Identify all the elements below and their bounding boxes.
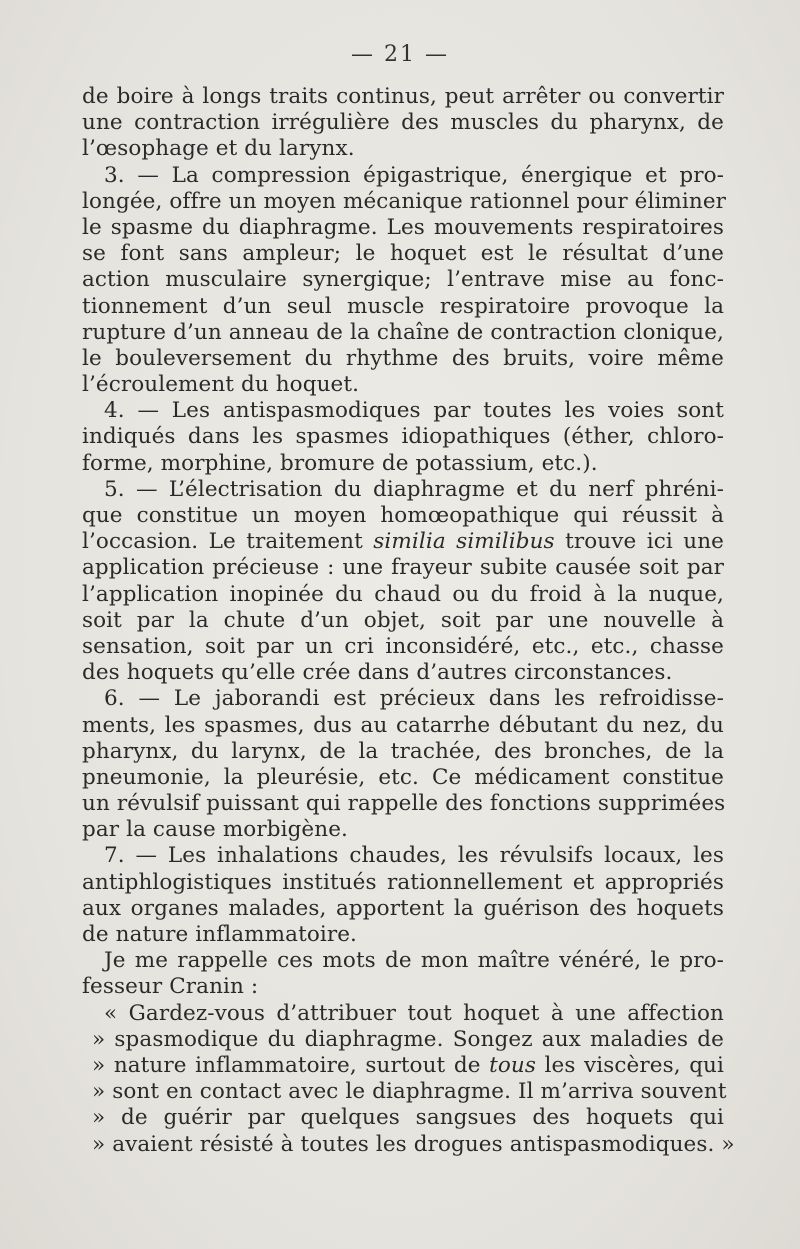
text-line: se font sans ampleur; le hoquet est le résultat d’une — [82, 241, 724, 267]
text-line: sensation, soit par un cri inconsidéré, etc., etc., chasse — [82, 633, 724, 659]
text-line: le bouleversement du rhythme des bruits, voire même — [82, 345, 724, 371]
text-line: 6. — Le jaborandi est précieux dans les refroidisse- — [104, 686, 724, 712]
latin-phrase: similia similibus — [373, 529, 555, 555]
text-line: ments, les spasmes, dus au catarrhe débutant du nez, du — [82, 712, 724, 738]
text-line: antiphlogistiques institués rationnellement et appropriés — [82, 869, 724, 895]
text-line: longée, offre un moyen mécanique rationnel pour éliminer — [82, 188, 727, 214]
text-line: Je me rappelle ces mots de mon maître vénéré, le pro- — [104, 948, 724, 974]
text-line: 5. — L’électrisation du diaphragme et du nerf phréni- — [104, 476, 724, 502]
text-line: des hoquets qu’elle crée dans d’autres circonstances. — [82, 660, 673, 686]
text-line: une contraction irrégulière des muscles du pharynx, de — [82, 110, 724, 136]
text-line: un révulsif puissant qui rappelle des fonctions supprimées — [82, 791, 726, 817]
text-line: l’écroulement du hoquet. — [82, 372, 360, 398]
text-line: aux organes malades, apportent la guérison des hoquets — [82, 895, 724, 921]
text-line: le spasme du diaphragme. Les mouvements respiratoires — [82, 214, 724, 240]
text-line: l’occasion. Le traitement similia similibus trouve ici une — [82, 529, 724, 555]
text-line: « Gardez-vous d’attribuer tout hoquet à une affection — [104, 1000, 724, 1026]
text-line: de boire à longs traits continus, peut arrêter ou convertir — [82, 84, 724, 109]
text-line: que constitue un moyen homœopathique qui réussit à — [82, 503, 724, 528]
text-line: » nature inflammatoire, surtout de tous les viscères, qui — [92, 1052, 724, 1078]
text-line: tionnement d’un seul muscle respiratoire provoque la — [82, 293, 724, 319]
page-number: — 21 — — [351, 42, 449, 67]
text-line: fesseur Cranin : — [82, 974, 259, 1000]
text-line: l’œsophage et du larynx. — [82, 136, 355, 162]
text-line: pharynx, du larynx, de la trachée, des bronches, de la — [82, 738, 724, 764]
text-line: par la cause morbigène. — [82, 817, 348, 843]
text-line: » sont en contact avec le diaphragme. Il m’arriva souvent — [92, 1079, 727, 1105]
text-line: forme, morphine, bromure de potassium, etc.). — [82, 450, 598, 476]
text-line: 3. — La compression épigastrique, énergique et pro- — [104, 162, 724, 188]
text-line: application précieuse : une frayeur subite causée soit par — [82, 555, 724, 581]
text-line: » de guérir par quelques sangsues des hoquets qui — [92, 1105, 724, 1131]
text-line: pneumonie, la pleurésie, etc. Ce médicament constitue — [82, 764, 724, 790]
text-line: soit par la chute d’un objet, soit par une nouvelle à — [82, 607, 724, 633]
body-text — [82, 84, 735, 1158]
text-line: 4. — Les antispasmodiques par toutes les voies sont — [104, 398, 724, 424]
text-line: indiqués dans les spasmes idiopathiques (éther, chloro- — [82, 424, 724, 450]
text-line: de nature inflammatoire. — [82, 922, 357, 947]
text-line: rupture d’un anneau de la chaîne de contraction clonique, — [82, 319, 724, 345]
emphasis-word: tous — [489, 1052, 536, 1078]
text-line: 7. — Les inhalations chaudes, les révulsifs locaux, les — [104, 843, 724, 869]
text-line: » spasmodique du diaphragme. Songez aux maladies de — [92, 1026, 724, 1052]
text-line: action musculaire synergique; l’entrave mise au fonc- — [82, 267, 724, 293]
text-line: l’application inopinée du chaud ou du froid à la nuque, — [82, 581, 724, 607]
text-line: » avaient résisté à toutes les drogues antispasmodiques. » — [92, 1131, 735, 1157]
